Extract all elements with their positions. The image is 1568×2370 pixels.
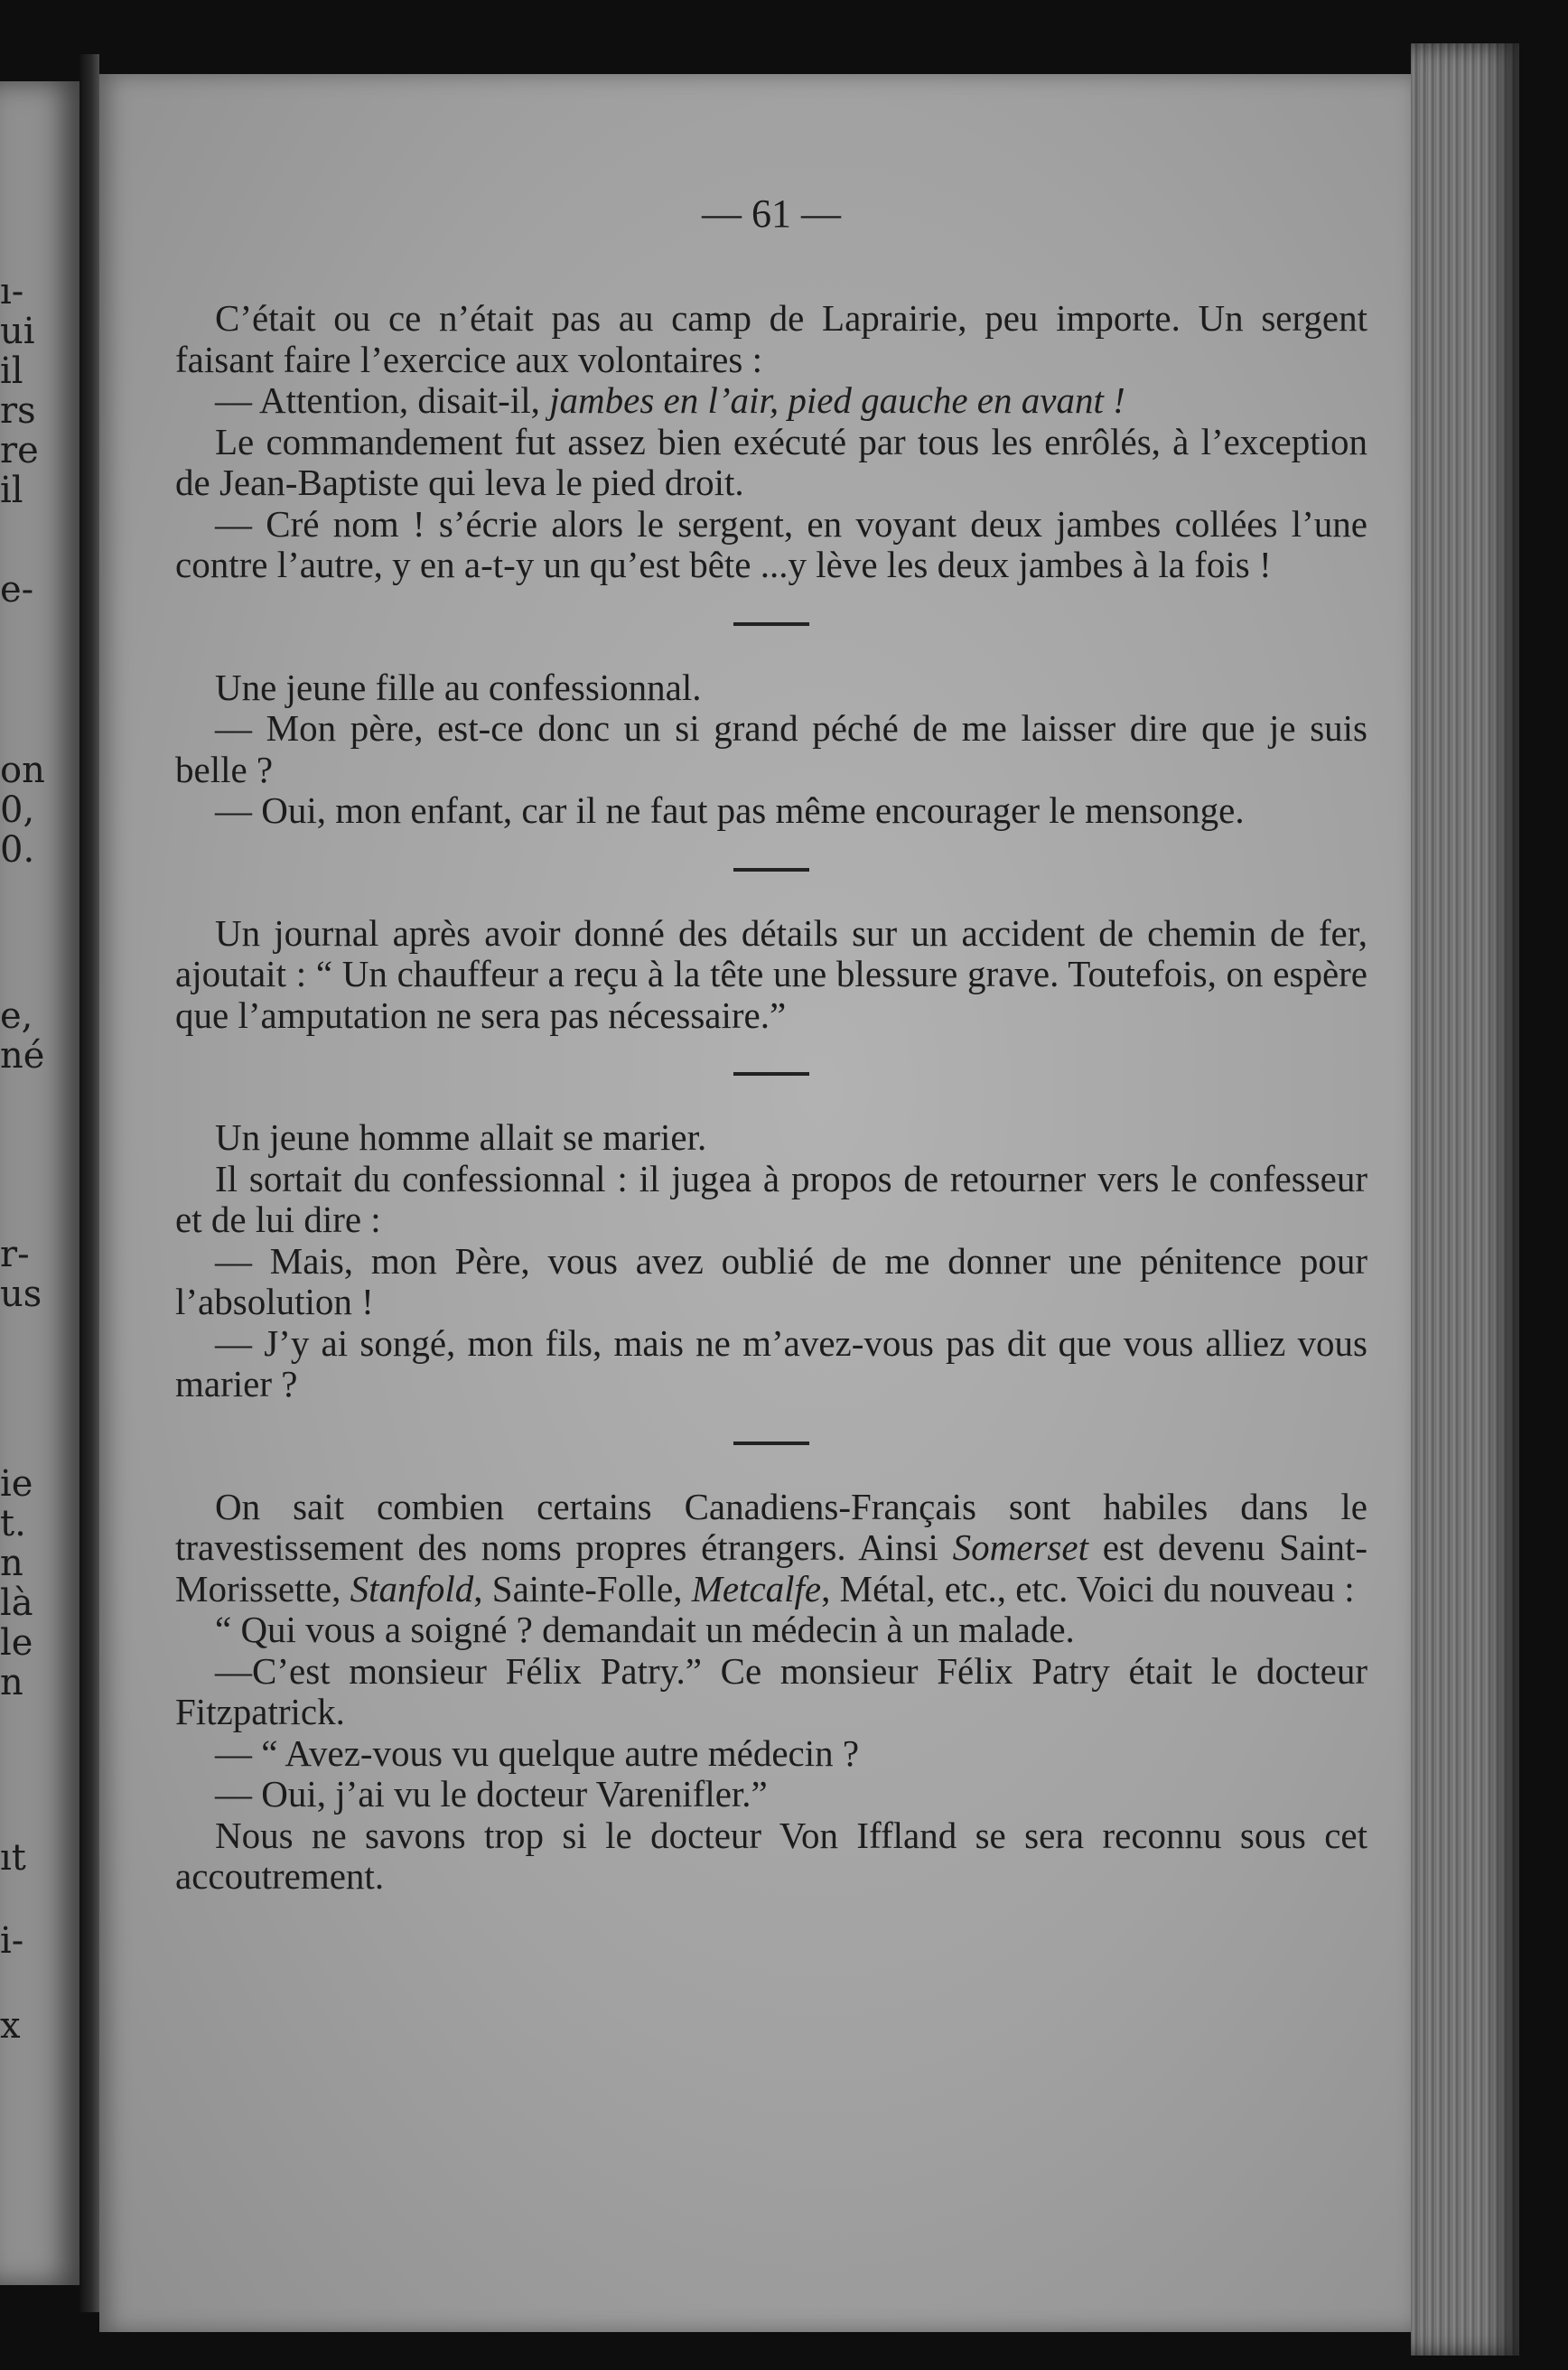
book-gutter [79,54,99,2312]
paragraph [175,380,1367,422]
italic-command: jambes en l’air, pied gauche en avant ! [549,379,1125,421]
italic-name: Somerset [952,1526,1088,1568]
paragraph: —C’est monsieur Félix Patry.” Ce monsieur Félix Patry était le docteur Fitzpatrick. [175,1649,1367,1732]
page-stack-edges [1411,43,1519,2356]
paragraph: Le commandement fut assez bien exécuté par tous les enrôlés, à l’exception de Jean-Baptiste qui leva le pied droit. [175,420,1367,503]
paragraph: — J’y ai songé, mon fils, mais ne m’avez-vous pas dit que vous alliez vous marier ? [175,1321,1367,1404]
paragraph: C’était ou ce n’était pas au camp de Laprairie, peu importe. Un sergent faisant faire l’exercice aux volontaires : [175,297,1367,380]
left-fragment: né [0,1035,45,1077]
paragraph: Il sortait du confessionnal : il jugea à propos de retourner vers le confesseur et de lui dire : [175,1157,1367,1240]
left-fragment: il [0,470,23,511]
left-page-text-fragments [0,81,79,2285]
left-page-edge [0,81,79,2285]
left-fragment: x [0,2005,21,2047]
paragraph: — Cré nom ! s’écrie alors le sergent, en voyant deux jambes collées l’une contre l’autre, y en a-t-y un qu’est bête ...y lève les deux jambes à la fois ! [175,502,1367,585]
page-text [175,191,1367,1898]
page-number: — 61 — [702,191,841,236]
anecdote-young-man [175,1117,1367,1405]
anecdote-names [175,1487,1367,1898]
left-fragment: il [0,350,23,392]
section-separator [733,622,809,626]
anecdote-confession [175,667,1367,832]
left-fragment: ı- [0,271,24,313]
left-fragment: e- [0,569,34,611]
paragraph: Une jeune fille au confessionnal. [215,666,702,708]
left-fragment: rs [0,390,36,432]
left-fragment: ui [0,311,35,352]
paragraph: Un jeune homme allait se marier. [215,1116,707,1158]
text-run: , Sainte-Folle, [473,1567,683,1610]
paragraph: “ Qui vous a soigné ? demandait un médecin à un malade. [215,1609,1075,1650]
left-fragment: e, [0,995,33,1037]
section-separator [733,1072,809,1076]
left-fragment: re [0,430,39,471]
left-fragment: ie [0,1463,33,1505]
section-separator [733,868,809,872]
text-run: est devenu Saint-Morissette, [175,1526,1368,1610]
paragraph: — Oui, mon enfant, car il ne faut pas même encourager le mensonge. [215,789,1245,831]
paragraph: Nous ne savons trop si le docteur Von Iffland se sera reconnu sous cet accoutrement. [175,1814,1367,1897]
left-fragment: n [0,1662,23,1703]
left-fragment: i- [0,1920,24,1962]
paragraph: — “ Avez-vous vu quelque autre médecin ? [215,1731,860,1774]
left-fragment: on [0,750,45,791]
anecdote-sergeant [175,298,1367,586]
left-fragment: ıt [0,1837,26,1879]
left-fragment: 0, [0,789,35,831]
left-fragment: us [0,1274,42,1315]
dialogue-text: — Attention, disait-il, [215,379,540,421]
left-fragment: t. [0,1503,26,1544]
left-fragment: r- [0,1234,30,1275]
right-page [99,74,1411,2332]
left-fragment: le [0,1622,33,1664]
italic-name: Stanfold [350,1567,474,1610]
paragraph: — Mon père, est-ce donc un si grand péché de me laisser dire que je suis belle ? [175,707,1367,790]
left-fragment: là [0,1582,33,1624]
text-run: On sait combien certains Canadiens-Français sont habiles dans le travestissement des noms propres étrangers. Ainsi [175,1485,1367,1568]
anecdote-journal [175,913,1367,1037]
paragraph: Un journal après avoir donné des détails sur un accident de chemin de fer, ajoutait : “ Un chauffeur a reçu à la tête une blessure grave. Toutefois, on espère que l’amputation ne sera pas nécessaire.” [175,911,1367,1036]
paragraph [175,1487,1367,1610]
left-fragment: n [0,1543,23,1584]
paragraph: — Oui, j’ai vu le docteur Varenifler.” [215,1773,768,1815]
left-fragment: 0. [0,829,35,871]
italic-name: Metcalfe [691,1567,822,1610]
paragraph: — Mais, mon Père, vous avez oublié de me donner une pénitence pour l’absolution ! [175,1239,1367,1322]
text-run: , Métal, etc., etc. Voici du nouveau : [821,1567,1355,1610]
section-separator [733,1442,809,1445]
